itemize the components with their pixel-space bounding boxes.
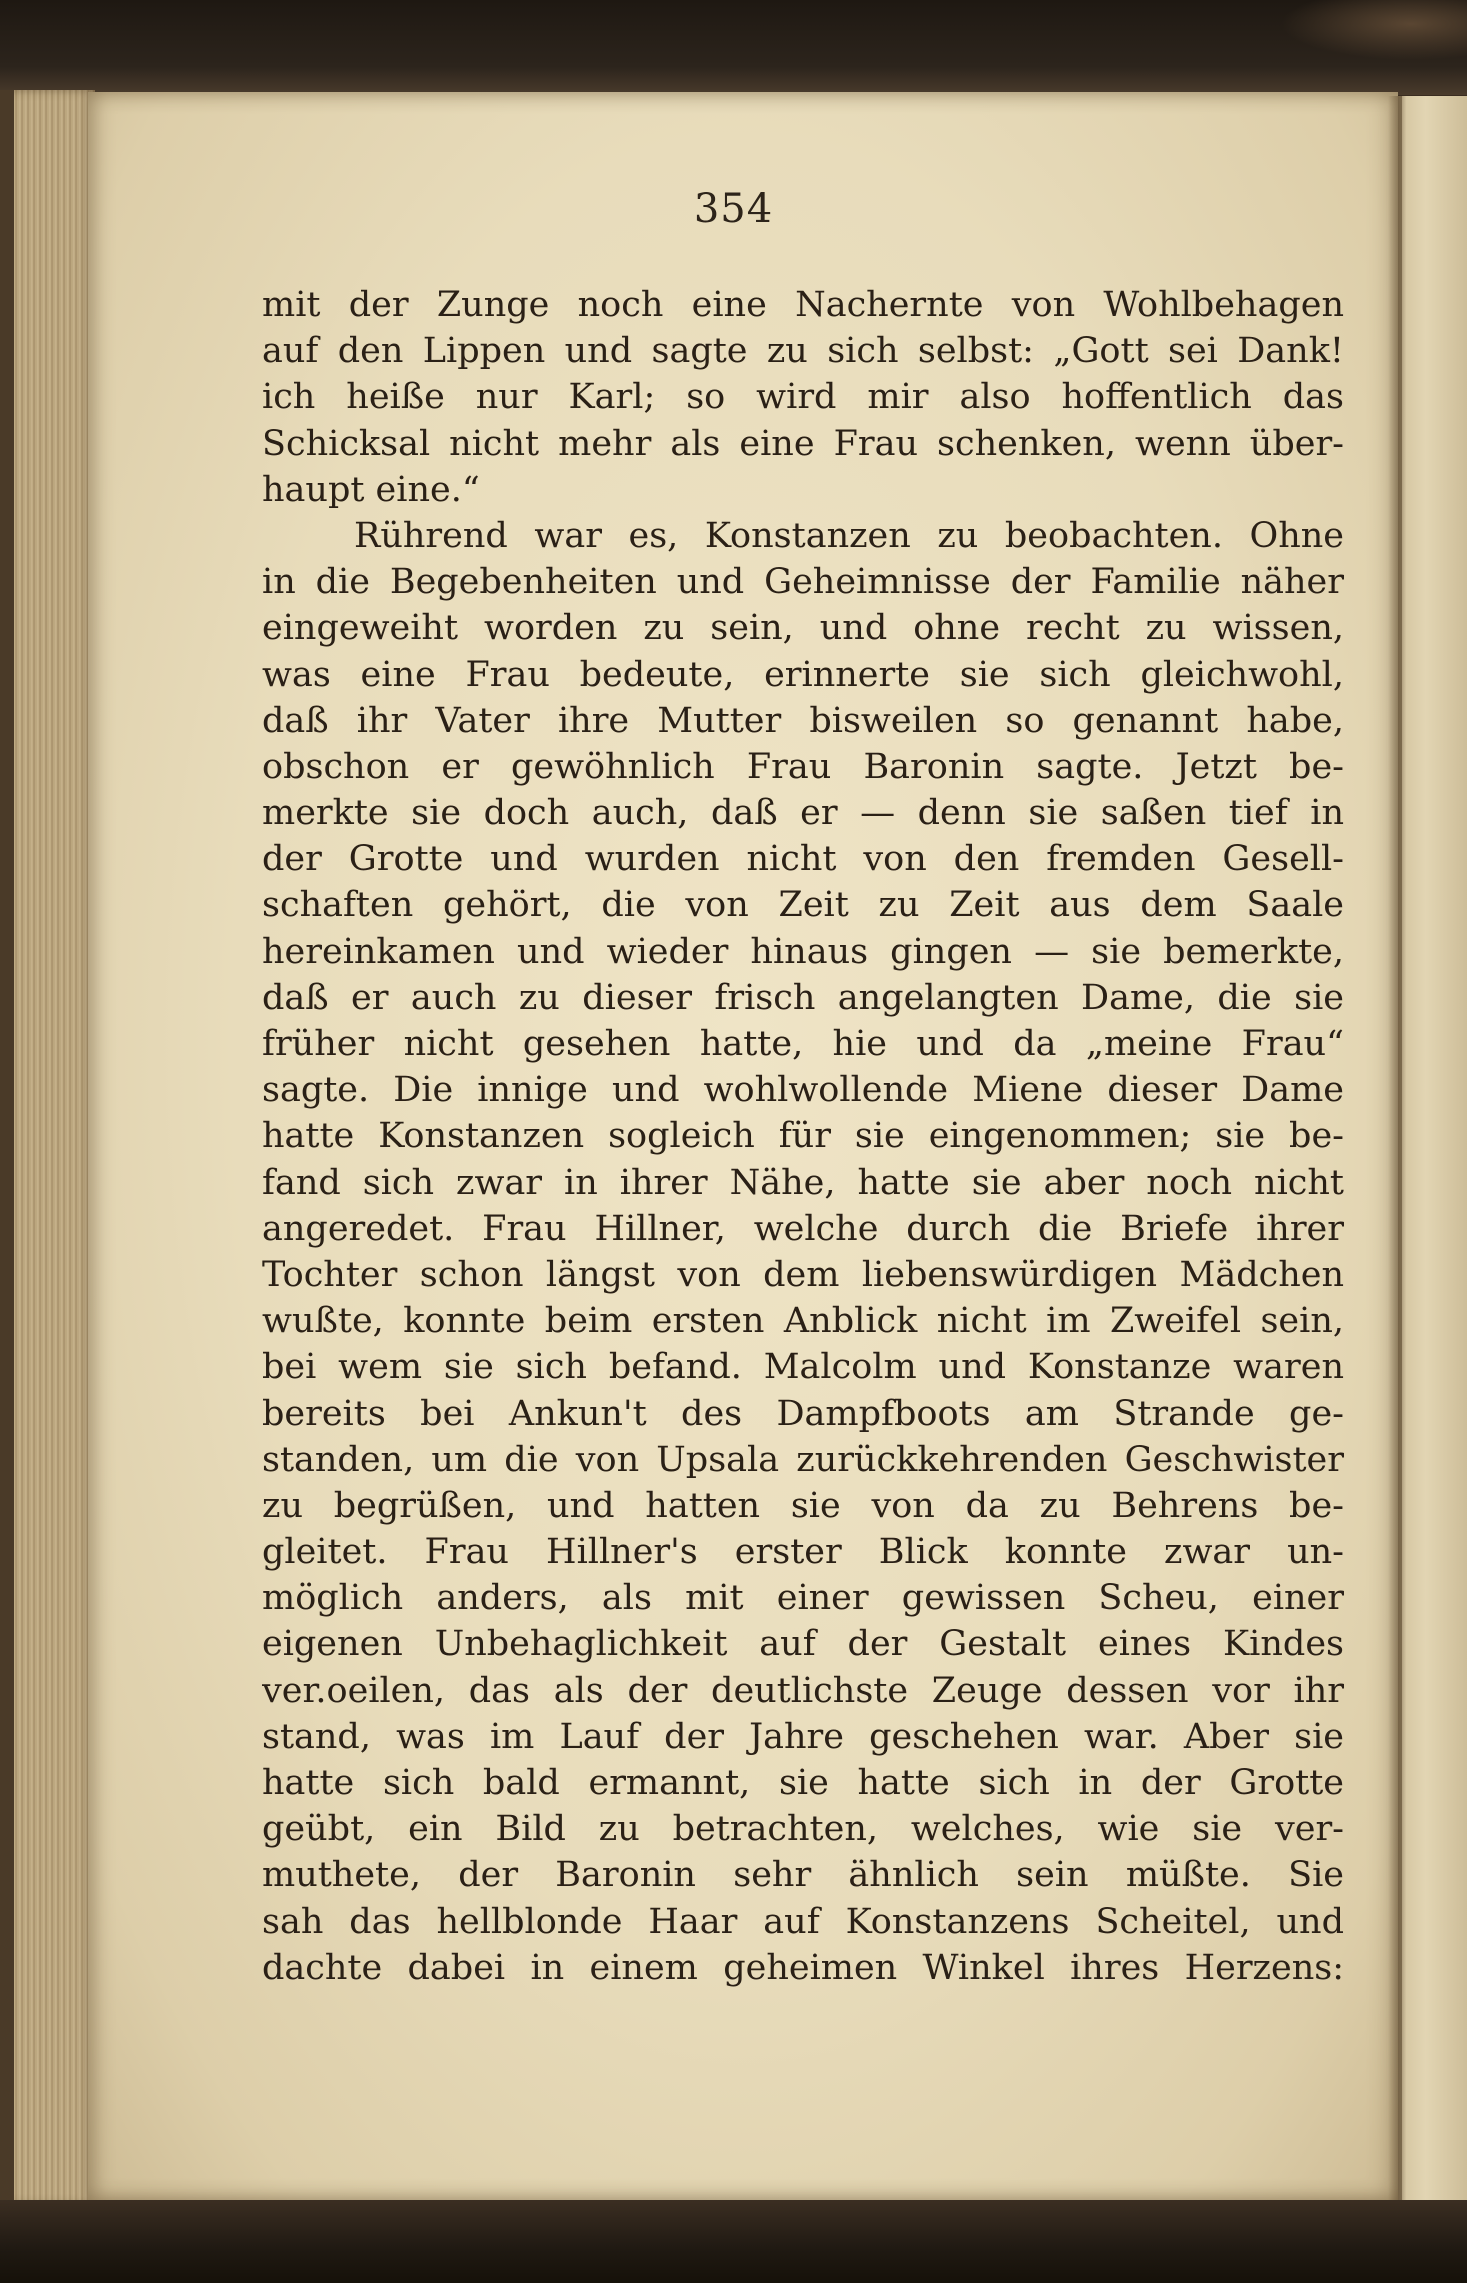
text-line: daß er auch zu dieser frisch angelangten Dame, die sie <box>262 977 1344 1018</box>
text-line: Tochter schon längst von dem liebenswürdigen Mädchen <box>262 1254 1344 1295</box>
cover-wear-mark <box>1280 0 1467 60</box>
book-cover-top-edge <box>0 0 1467 95</box>
text-line: bereits bei Ankun't des Dampfboots am Strande ge- <box>262 1393 1344 1434</box>
book-cover-bottom-edge <box>0 2200 1467 2283</box>
text-line: angeredet. Frau Hillner, welche durch die Briefe ihrer <box>262 1208 1344 1249</box>
text-line: zu begrüßen, und hatten sie von da zu Behrens be- <box>262 1485 1344 1526</box>
text-line: gleitet. Frau Hillner's erster Blick konnte zwar un- <box>262 1532 1344 1573</box>
text-line: Rührend war es, Konstanzen zu beobachten. Ohne <box>354 515 1344 556</box>
text-line: wußte, konnte beim ersten Anblick nicht im Zweifel sein, <box>262 1301 1344 1342</box>
text-line: fand sich zwar in ihrer Nähe, hatte sie aber noch nicht <box>262 1162 1344 1203</box>
text-line: standen, um die von Upsala zurückkehrenden Geschwister <box>262 1439 1344 1480</box>
gutter-shadow <box>1388 96 1402 2206</box>
text-line: der Grotte und wurden nicht von den fremden Gesell- <box>262 839 1344 880</box>
text-line: daß ihr Vater ihre Mutter bisweilen so genannt habe, <box>262 700 1344 741</box>
body-text <box>262 282 1344 1991</box>
text-line: hatte Konstanzen sogleich für sie eingenommen; sie be- <box>262 1116 1344 1157</box>
text-line: eingeweiht worden zu sein, und ohne recht zu wissen, <box>262 608 1344 649</box>
text-line: in die Begebenheiten und Geheimnisse der Familie näher <box>262 562 1344 603</box>
text-line: eigenen Unbehaglichkeit auf der Gestalt eines Kindes <box>262 1624 1344 1665</box>
text-line: haupt eine.“ <box>262 469 480 510</box>
text-line: auf den Lippen und sagte zu sich selbst: „Gott sei Dank! <box>262 331 1344 372</box>
page-number: 354 <box>693 186 774 232</box>
text-line: hatte sich bald ermannt, sie hatte sich in der Grotte <box>262 1763 1344 1803</box>
facing-page-edge <box>1398 96 1467 2206</box>
stacked-page-edges <box>0 90 95 2205</box>
text-line: hereinkamen und wieder hinaus gingen — sie bemerkte, <box>262 931 1344 972</box>
spine-shadow <box>0 90 14 2205</box>
text-line: bei wem sie sich befand. Malcolm und Konstanze waren <box>262 1347 1344 1388</box>
text-line: ich heiße nur Karl; so wird mir also hoffentlich das <box>262 377 1344 418</box>
text-line: früher nicht gesehen hatte, hie und da „meine Frau“ <box>262 1024 1344 1064</box>
text-line: geübt, ein Bild zu betrachten, welches, wie sie ver- <box>262 1809 1344 1850</box>
text-line: muthete, der Baronin sehr ähnlich sein müßte. Sie <box>262 1855 1344 1896</box>
text-line: stand, was im Lauf der Jahre geschehen war. Aber sie <box>262 1716 1344 1757</box>
text-line: schaften gehört, die von Zeit zu Zeit aus dem Saale <box>262 885 1344 926</box>
text-line: dachte dabei in einem geheimen Winkel ihres Herzens: <box>262 1947 1344 1988</box>
text-line: was eine Frau bedeute, erinnerte sie sich gleichwohl, <box>262 654 1344 695</box>
text-line: sagte. Die innige und wohlwollende Miene dieser Dame <box>262 1070 1344 1111</box>
text-line: sah das hellblonde Haar auf Konstanzens Scheitel, und <box>262 1901 1344 1942</box>
text-line: mit der Zunge noch eine Nachernte von Wohlbehagen <box>262 285 1344 325</box>
text-line: obschon er gewöhnlich Frau Baronin sagte. Jetzt be- <box>262 746 1344 787</box>
text-line: Schicksal nicht mehr als eine Frau schenken, wenn über- <box>262 423 1344 464</box>
text-line: möglich anders, als mit einer gewissen Scheu, einer <box>262 1578 1344 1619</box>
text-line: ver.oeilen, das als der deutlichste Zeuge dessen vor ihr <box>262 1670 1344 1711</box>
text-line: merkte sie doch auch, daß er — denn sie saßen tief in <box>262 793 1344 834</box>
